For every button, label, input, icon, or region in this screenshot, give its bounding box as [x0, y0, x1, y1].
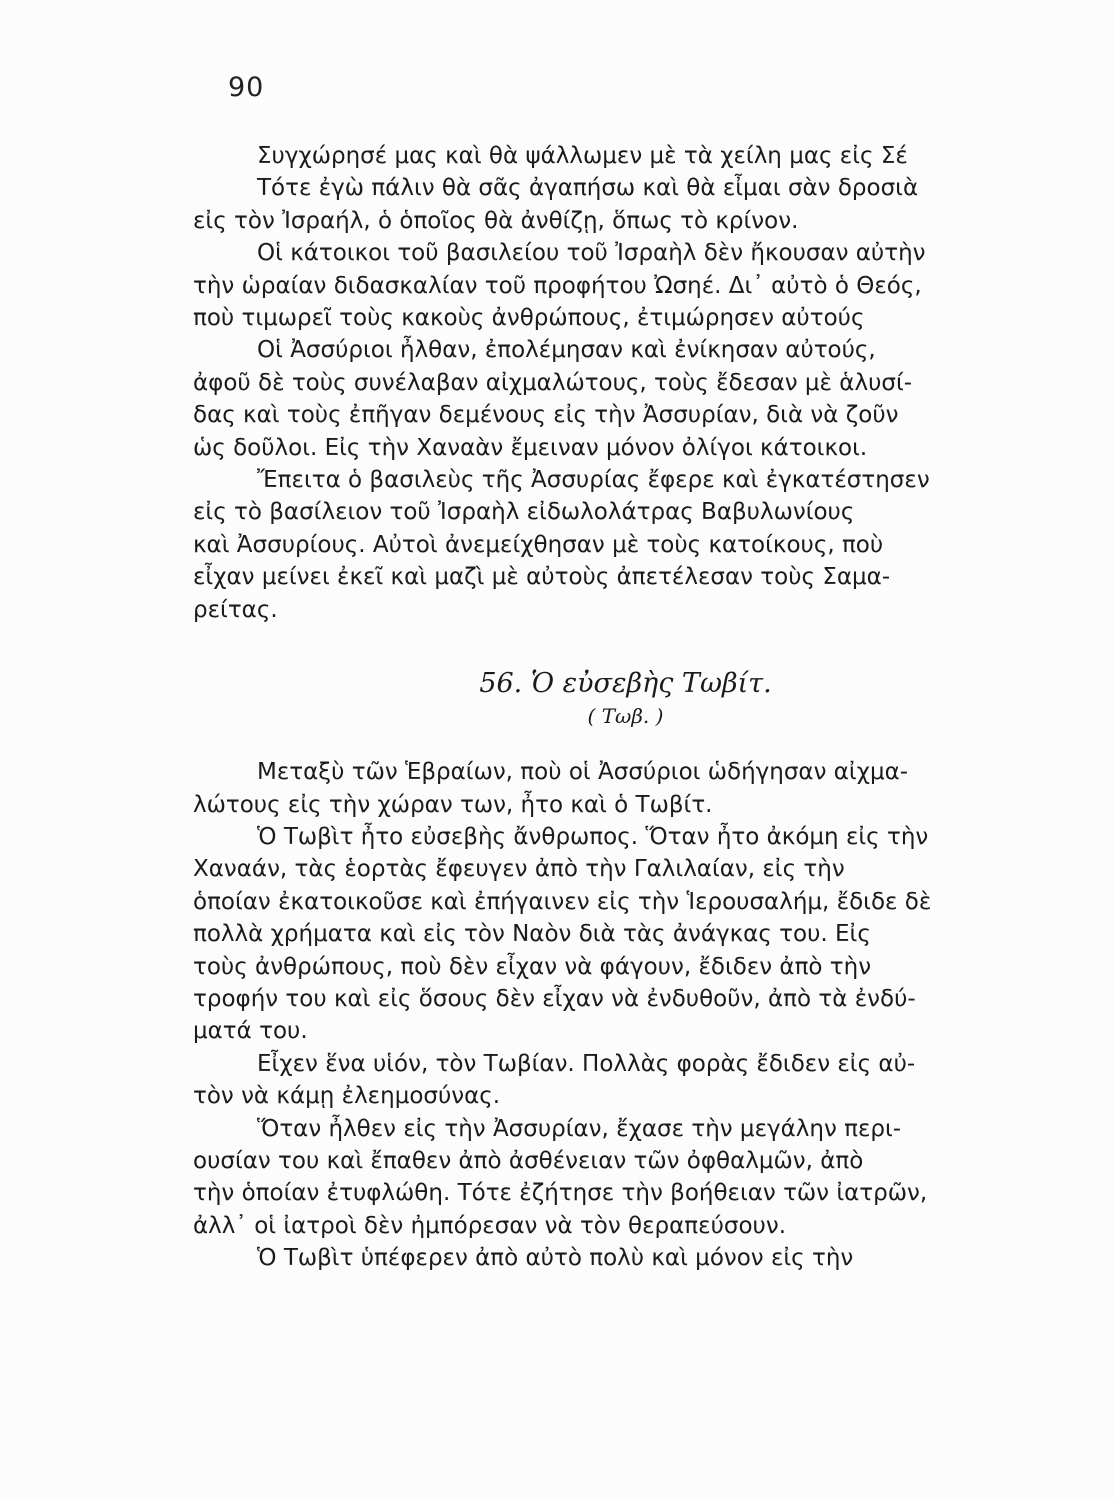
text-line: Ὁ Τωβὶτ ὑπέφερεν ἀπὸ αὐτὸ πολὺ καὶ μόνον εἰς τὴν [257, 1245, 854, 1272]
text-line: Ὅταν ἦλθεν εἰς τὴν Ἀσσυρίαν, ἔχασε τὴν μεγάλην περι- [257, 1115, 902, 1142]
text-line: τὴν ὁποίαν ἐτυφλώθη. Τότε ἐζήτησε τὴν βοήθειαν τῶν ἰατρῶν, [193, 1180, 928, 1207]
text-line: ποὺ τιμωρεῖ τοὺς κακοὺς ἀνθρώπους, ἐτιμώρησεν αὐτούς [193, 305, 865, 332]
paragraph [193, 172, 1038, 237]
text-line: Συγχώρησέ μας καὶ θὰ ψάλλωμεν μὲ τὰ χείλη μας εἰς Σέ [257, 143, 908, 169]
top-text-block [193, 140, 1038, 626]
paragraph [193, 334, 1038, 464]
text-line: Μεταξὺ τῶν Ἑβραίων, ποὺ οἱ Ἀσσύριοι ὡδήγησαν αἰχμα- [257, 759, 909, 786]
text-line: Τότε ἐγὼ πάλιν θὰ σᾶς ἀγαπήσω καὶ θὰ εἶμαι σὰν δροσιὰ [257, 175, 919, 202]
paragraph [193, 1113, 1038, 1243]
text-line: ἀλλ᾽ οἱ ἰατροὶ δὲν ἠμπόρεσαν νὰ τὸν θεραπεύσουν. [193, 1212, 787, 1239]
text-line: ουσίαν του καὶ ἔπαθεν ἀπὸ ἀσθένειαν τῶν ὀφθαλμῶν, ἀπὸ [193, 1147, 864, 1174]
text-line: δας καὶ τοὺς ἐπῆγαν δεμένους εἰς τὴν Ἀσσυρίαν, διὰ νὰ ζοῦν [193, 402, 899, 429]
text-line: ἀφοῦ δὲ τοὺς συνέλαβαν αἰχμαλώτους, τοὺς ἔδεσαν μὲ ἁλυσί- [193, 369, 913, 396]
text-line: καὶ Ἀσσυρίους. Αὐτοὶ ἀνεμείχθησαν μὲ τοὺς κατοίκους, ποὺ [193, 531, 884, 558]
paragraph [193, 464, 1038, 626]
text-line: τὸν νὰ κάμῃ ἐλεημοσύνας. [193, 1083, 501, 1110]
text-line: Εἶχεν ἕνα υἱόν, τὸν Τωβίαν. Πολλὰς φορὰς ἔδιδεν εἰς αὐ- [257, 1050, 916, 1077]
text-line: πολλὰ χρήματα καὶ εἰς τὸν Ναὸν διὰ τὰς ἀνάγκας του. Εἰς [193, 921, 871, 948]
text-line: εἰς τὸ βασίλειον τοῦ Ἰσραὴλ εἰδωλολάτρας Βαβυλωνίους [193, 499, 855, 526]
bottom-text-block [193, 756, 1038, 1275]
paragraph [193, 756, 1038, 821]
page-body [193, 140, 1038, 1275]
text-line: ὁποίαν ἐκατοικοῦσε καὶ ἐπήγαινεν εἰς τὴν Ἱερουσαλήμ, ἔδιδε δὲ [193, 888, 932, 915]
text-line: ματά του. [193, 1018, 308, 1045]
paragraph [193, 140, 1038, 172]
paragraph [193, 821, 1038, 1048]
text-line: λώτους εἰς τὴν χώραν των, ἦτο καὶ ὁ Τωβίτ. [193, 791, 713, 818]
text-line: ρείτας. [193, 596, 278, 623]
text-line: Ὁ Τωβὶτ ἦτο εὐσεβὴς ἄνθρωπος. Ὅταν ἦτο ἀκόμη εἰς τὴν [257, 823, 929, 850]
section-reference: ( Τωβ. ) [587, 704, 664, 729]
paragraph [193, 237, 1038, 334]
text-line: ὡς δοῦλοι. Εἰς τὴν Χαναὰν ἔμειναν μόνον ὀλίγοι κάτοικοι. [193, 434, 868, 461]
text-line: τροφήν του καὶ εἰς ὅσους δὲν εἶχαν νὰ ἐνδυθοῦν, ἀπὸ τὰ ἐνδύ- [193, 985, 916, 1012]
text-line: Χαναάν, τὰς ἑορτὰς ἔφευγεν ἀπὸ τὴν Γαλιλαίαν, εἰς τὴν [193, 856, 845, 883]
paragraph [193, 1048, 1038, 1113]
text-line: εἶχαν μείνει ἐκεῖ καὶ μαζὶ μὲ αὐτοὺς ἀπετέλεσαν τοὺς Σαμα- [193, 564, 891, 591]
text-line: Οἱ κάτοικοι τοῦ βασιλείου τοῦ Ἰσραὴλ δὲν ἤκουσαν αὐτὴν [257, 240, 926, 267]
text-line: εἰς τὸν Ἰσραήλ, ὁ ὁποῖος θὰ ἀνθίζῃ, ὅπως τὸ κρίνον. [193, 207, 799, 234]
text-line: Ἔπειτα ὁ βασιλεὺς τῆς Ἀσσυρίας ἔφερε καὶ ἐγκατέστησεν [257, 467, 930, 494]
text-line: Οἱ Ἀσσύριοι ἦλθαν, ἐπολέμησαν καὶ ἐνίκησαν αὐτούς, [257, 337, 876, 364]
section-heading: 56. Ὁ εὐσεβὴς Τωβίτ. [479, 668, 772, 700]
page-number: 90 [228, 72, 265, 103]
paragraph [193, 1242, 1038, 1274]
text-line: τοὺς ἀνθρώπους, ποὺ δὲν εἶχαν νὰ φάγουν, ἔδιδεν ἀπὸ τὴν [193, 953, 872, 980]
text-line: τὴν ὡραίαν διδασκαλίαν τοῦ προφήτου Ὠσηέ. Δι᾽ αὐτὸ ὁ Θεός, [193, 272, 922, 299]
